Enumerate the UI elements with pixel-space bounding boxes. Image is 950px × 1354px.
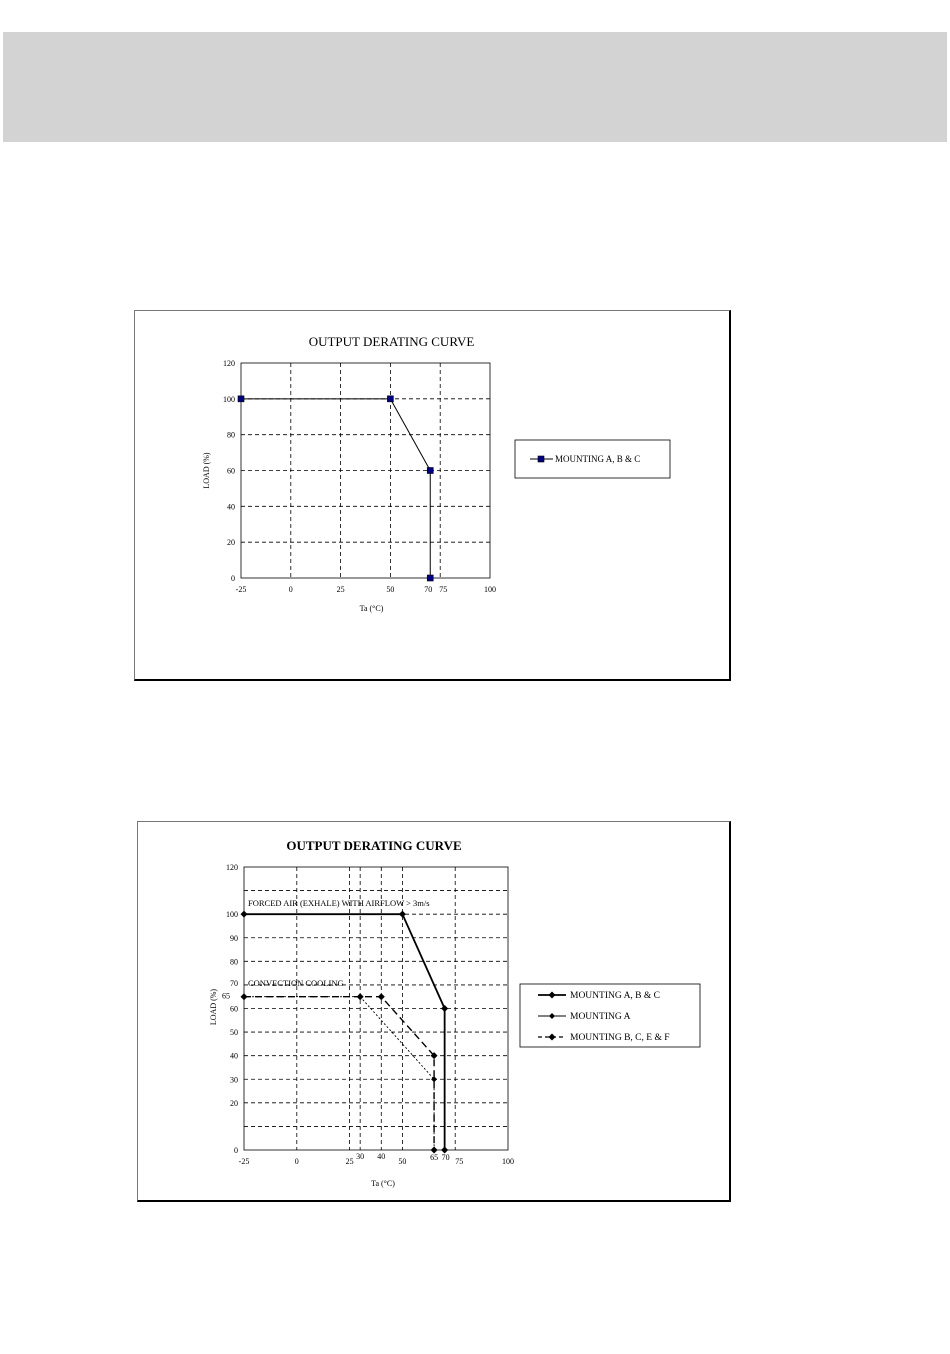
derating-chart-2	[137, 821, 731, 1202]
x-tick-label: 75	[455, 1157, 464, 1166]
series-line	[241, 399, 430, 578]
x-tick-label: 30	[356, 1152, 365, 1161]
y-tick-label: 65	[222, 991, 230, 1001]
y-tick-label: 20	[227, 538, 235, 548]
data-point	[431, 1076, 437, 1082]
y-tick-label: 50	[230, 1028, 238, 1038]
x-tick-label: -25	[238, 1157, 250, 1166]
data-point	[427, 575, 433, 581]
legend-label: MOUNTING B, C, E & F	[570, 1033, 670, 1043]
x-tick-label: 0	[294, 1157, 299, 1166]
chart-title: OUTPUT DERATING CURVE	[308, 334, 475, 349]
data-point	[241, 911, 248, 918]
legend-label: MOUNTING A	[570, 1012, 631, 1022]
y-tick-label: 60	[230, 1004, 238, 1014]
y-tick-label: 0	[234, 1146, 238, 1155]
x-tick-label: 100	[484, 585, 496, 594]
annotation-convection: CONVECTION COOLING	[248, 978, 344, 988]
x-axis-label: Ta (°C)	[359, 604, 384, 613]
y-tick-label: 60	[227, 466, 235, 476]
data-point	[241, 994, 247, 1000]
data-point	[238, 396, 244, 402]
y-tick-label: 120	[226, 863, 238, 872]
chart-2-svg	[138, 822, 729, 1200]
x-tick-label: 0	[288, 585, 293, 594]
y-tick-label: 70	[230, 978, 238, 988]
data-point	[357, 994, 363, 1000]
x-axis-label: Ta (°C)	[371, 1179, 395, 1188]
derating-chart-1	[134, 310, 731, 681]
y-axis-label: LOAD (%)	[209, 988, 218, 1026]
x-tick-label: -25	[235, 585, 247, 594]
x-tick-label: 70	[441, 1153, 450, 1162]
x-tick-label: 65	[430, 1153, 439, 1162]
y-tick-label: 30	[230, 1075, 238, 1085]
y-tick-label: 120	[223, 359, 235, 368]
legend-label: MOUNTING A, B & C	[555, 454, 641, 464]
data-point	[441, 1005, 448, 1012]
series-line	[244, 997, 434, 1150]
y-tick-label: 100	[226, 910, 238, 920]
data-point	[387, 396, 393, 402]
data-point	[427, 468, 433, 474]
chart-1-svg	[135, 311, 729, 679]
y-axis-label: LOAD (%)	[202, 452, 211, 489]
series-line	[244, 997, 434, 1150]
annotation-forced-air: FORCED AIR (EXHALE) WITH AIRFLOW > 3m/s	[248, 898, 430, 908]
y-tick-label: 80	[230, 957, 238, 967]
x-tick-label: 25	[336, 585, 345, 594]
x-tick-label: 50	[386, 585, 395, 594]
y-tick-label: 0	[231, 574, 235, 583]
data-point	[399, 911, 406, 918]
x-tick-label: 50	[398, 1157, 407, 1166]
legend-marker	[538, 456, 544, 462]
x-tick-label: 70	[424, 585, 433, 594]
x-tick-label: 25	[345, 1157, 354, 1166]
y-tick-label: 100	[223, 394, 235, 404]
y-tick-label: 40	[227, 502, 235, 512]
x-tick-label: 40	[377, 1152, 386, 1161]
data-point	[378, 993, 385, 1000]
y-tick-label: 20	[230, 1098, 238, 1108]
x-tick-label: 100	[502, 1157, 514, 1166]
header-band	[3, 32, 947, 142]
y-tick-label: 80	[227, 430, 235, 440]
y-tick-label: 40	[230, 1051, 238, 1061]
chart-title: OUTPUT DERATING CURVE	[286, 838, 462, 853]
y-tick-label: 90	[230, 933, 238, 943]
legend-label: MOUNTING A, B & C	[570, 991, 660, 1001]
x-tick-label: 75	[439, 585, 448, 594]
